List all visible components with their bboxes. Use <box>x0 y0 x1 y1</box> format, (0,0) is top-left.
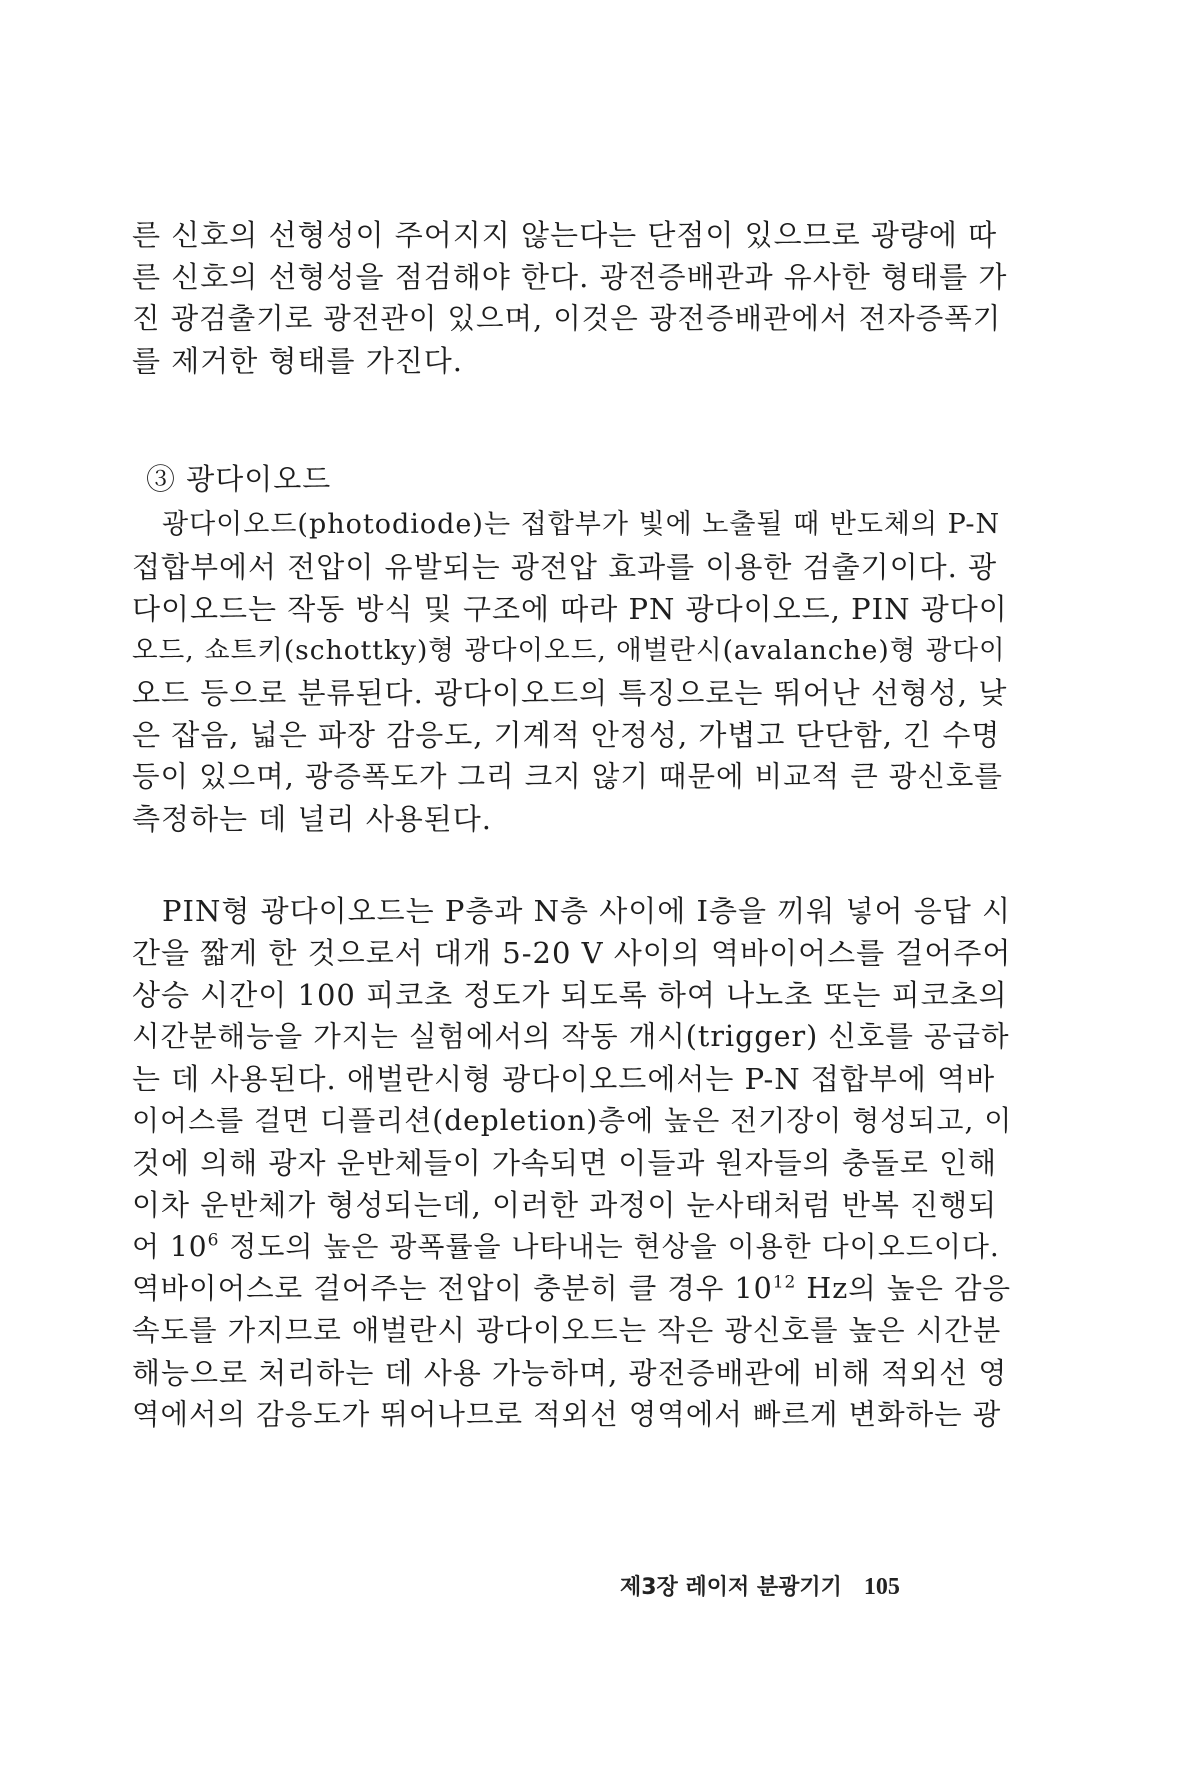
text-fragment: 역바이어스로 걸어주는 전압이 충분히 클 경우 10 <box>132 1272 773 1305</box>
text-line: 은 잡음, 넓은 파장 감응도, 기계적 안정성, 가볍고 단단함, 긴 수명 <box>132 718 1001 752</box>
page-number: 105 <box>863 1574 900 1600</box>
text-line: 는 데 사용된다. 애벌란시형 광다이오드에서는 P-N 접합부에 역바 <box>132 1062 996 1096</box>
exponent: 12 <box>772 1272 797 1293</box>
text-line: 광다이오드(photodiode)는 접합부가 빛에 노출될 때 반도체의 P-N <box>162 509 1001 540</box>
text-line-with-exponent <box>132 1268 1012 1310</box>
text-line: PIN형 광다이오드는 P층과 N층 사이에 I층을 끼워 넣어 응답 시 <box>162 894 1011 928</box>
text-line: 등이 있으며, 광증폭도가 그리 크지 않기 때문에 비교적 큰 광신호를 <box>132 760 1003 793</box>
text-line: 것에 의해 광자 운반체들이 가속되면 이들과 원자들의 충돌로 인해 <box>132 1146 998 1180</box>
paragraph-continuation <box>132 214 1012 382</box>
section-heading-wrapper <box>132 458 1012 500</box>
text-line: 간을 짧게 한 것으로서 대개 5-20 V 사이의 역바이어스를 걸어주어 <box>132 936 1012 970</box>
text-line: 른 신호의 선형성이 주어지지 않는다는 단점이 있으므로 광량에 따 <box>132 218 998 252</box>
text-line: 진 광검출기로 광전관이 있으며, 이것은 광전증배관에서 전자증폭기 <box>132 302 1002 335</box>
text-line: 시간분해능을 가지는 실험에서의 작동 개시(trigger) 신호를 공급하 <box>132 1020 1010 1053</box>
chapter-title: 제3장 레이저 분광기기 <box>620 1575 842 1600</box>
text-line: 상승 시간이 100 피코초 정도가 되도록 하여 나노초 또는 피코초의 <box>132 978 1008 1012</box>
text-line: 접합부에서 전압이 유발되는 광전압 효과를 이용한 검출기이다. 광 <box>132 550 998 584</box>
text-line: 다이오드는 작동 방식 및 구조에 따라 PN 광다이오드, PIN 광다이 <box>132 592 1008 626</box>
paragraph-photodiode <box>132 504 1012 840</box>
paragraph-pin-avalanche <box>132 890 1012 1436</box>
text-line: 역에서의 감응도가 뛰어나므로 적외선 영역에서 빠르게 변화하는 광 <box>132 1398 1002 1431</box>
text-line: 이어스를 걸면 디플리션(depletion)층에 높은 전기장이 형성되고, 이 <box>132 1104 1013 1137</box>
text-line: 오드 등으로 분류된다. 광다이오드의 특징으로는 뛰어난 선형성, 낮 <box>132 676 1008 710</box>
exponent: 6 <box>207 1230 220 1251</box>
text-line: 오드, 쇼트키(schottky)형 광다이오드, 애벌란시(avalanche)형 광다이 <box>132 635 1006 666</box>
text-line: 를 제거한 형태를 가진다. <box>132 344 464 378</box>
text-fragment: 정도의 높은 광폭률을 나타내는 현상을 이용한 다이오드이다. <box>219 1230 1000 1263</box>
text-fragment: 어 10 <box>132 1230 208 1263</box>
text-fragment: Hz의 높은 감응 <box>796 1272 1012 1305</box>
page-footer <box>620 1572 900 1603</box>
text-line: 이차 운반체가 형성되는데, 이러한 과정이 눈사태처럼 반복 진행되 <box>132 1188 998 1222</box>
section-heading: ③ 광다이오드 <box>146 462 332 496</box>
text-line-with-exponent <box>132 1226 1012 1268</box>
text-line: 른 신호의 선형성을 점검해야 한다. 광전증배관과 유사한 형태를 가 <box>132 260 1008 294</box>
text-line: 측정하는 데 널리 사용된다. <box>132 802 493 836</box>
text-line: 속도를 가지므로 애벌란시 광다이오드는 작은 광신호를 높은 시간분 <box>132 1314 1002 1347</box>
text-line: 해능으로 처리하는 데 사용 가능하며, 광전증배관에 비해 적외선 영 <box>132 1356 1008 1390</box>
